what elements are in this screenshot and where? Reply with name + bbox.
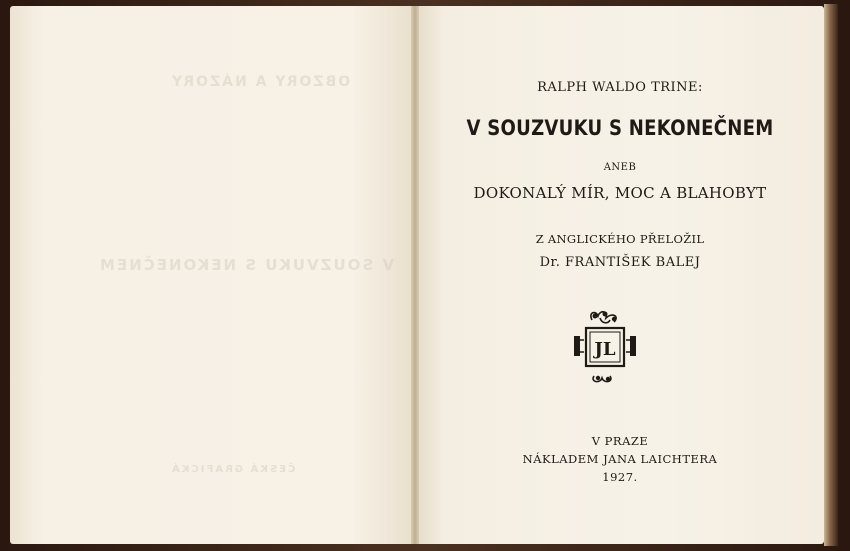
show-through-text: V SOUZVUKU S NEKONEČNEM (98, 256, 395, 274)
book-subtitle: DOKONALÝ MÍR, MOC A BLAHOBYT (473, 184, 767, 202)
publisher-name: NÁKLADEM JANA LAICHTERA (522, 452, 718, 466)
publication-place: V PRAZE (591, 434, 649, 448)
show-through-text: ČESKÁ GRAFICKÁ (170, 464, 296, 475)
title-conjunction: ANEB (603, 162, 637, 173)
publisher-mark-letters: JL (594, 339, 616, 360)
translator-name: Dr. FRANTIŠEK BALEJ (539, 255, 701, 270)
translation-note: Z ANGLICKÉHO PŘELOŽIL (535, 232, 705, 246)
publisher-logo-icon (570, 306, 640, 384)
author-name: RALPH WALDO TRINE: (537, 80, 703, 95)
show-through-text: OBZORY A NÁZORY (170, 74, 351, 90)
page-edges (824, 4, 838, 546)
publication-year: 1927. (602, 470, 638, 484)
book-title: V SOUZVUKU S NEKONEČNEM (466, 116, 774, 140)
